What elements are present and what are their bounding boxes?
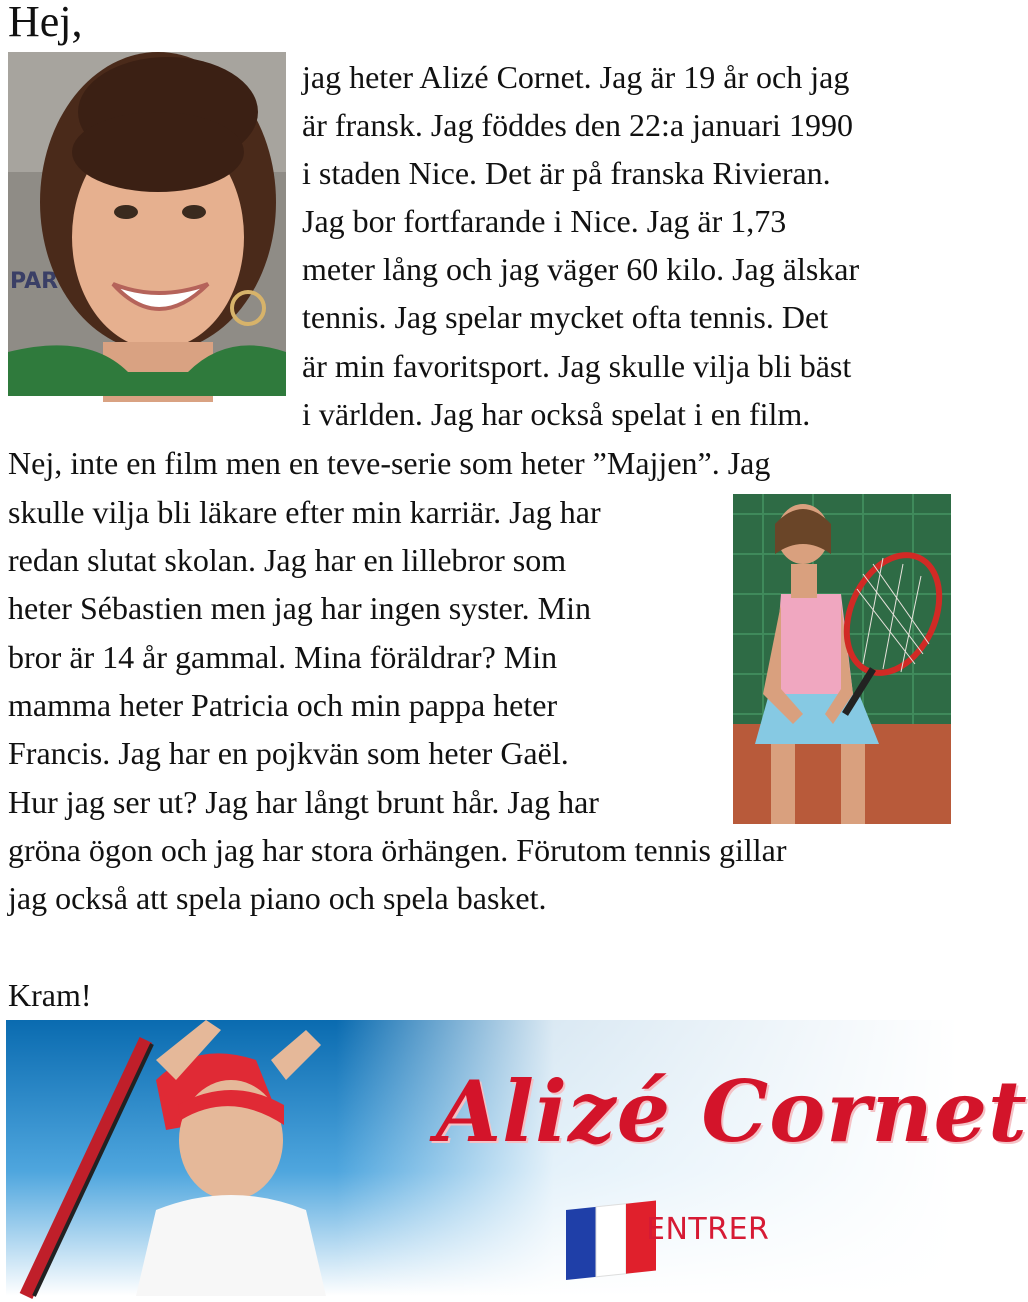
letter-line: är fransk. Jag föddes den 22:a januari 1990 — [302, 107, 853, 143]
letter-line: Nej, inte en film men en teve-serie som heter ”Majjen”. Jag — [8, 445, 771, 481]
letter-line: redan slutat skolan. Jag har en lillebror som — [8, 542, 567, 578]
letter-line: skulle vilja bli läkare efter min karriär. Jag har — [8, 494, 601, 530]
portrait-photo — [8, 52, 286, 396]
tennis-photo — [733, 494, 951, 824]
letter-line: mamma heter Patricia och min pappa heter — [8, 687, 558, 723]
letter-line: meter lång och jag väger 60 kilo. Jag älskar — [302, 251, 860, 287]
letter-line: tennis. Jag spelar mycket ofta tennis. Det — [302, 299, 829, 335]
letter-line: jag också att spela piano och spela basket. — [8, 880, 547, 916]
svg-text:PAR: PAR — [10, 269, 59, 294]
closing: Kram! — [8, 977, 92, 1013]
letter-line: bror är 14 år gammal. Mina föräldrar? Min — [8, 639, 558, 675]
letter-line: heter Sébastien men jag har ingen syster. Min — [8, 590, 591, 626]
letter-line: Jag bor fortfarande i Nice. Jag är 1,73 — [302, 203, 787, 239]
banner — [6, 1020, 1028, 1296]
letter-line: gröna ögon och jag har stora örhängen. Förutom tennis gillar — [8, 832, 787, 868]
letter-line: jag heter Alizé Cornet. Jag är 19 år och jag — [302, 59, 850, 95]
letter-line: Hur jag ser ut? Jag har långt brunt hår. Jag har — [8, 784, 599, 820]
greeting: Hej, — [8, 0, 83, 46]
banner-title: Alizé Cornet — [436, 1062, 1028, 1161]
letter-line: Francis. Jag har en pojkvän som heter Gaël. — [8, 735, 569, 771]
enter-button[interactable]: ENTRER — [646, 1212, 770, 1247]
letter-line: i världen. Jag har också spelat i en film. — [302, 396, 811, 432]
letter-line: är min favoritsport. Jag skulle vilja bli bäst — [302, 348, 852, 384]
letter-line: i staden Nice. Det är på franska Rivieran. — [302, 155, 831, 191]
